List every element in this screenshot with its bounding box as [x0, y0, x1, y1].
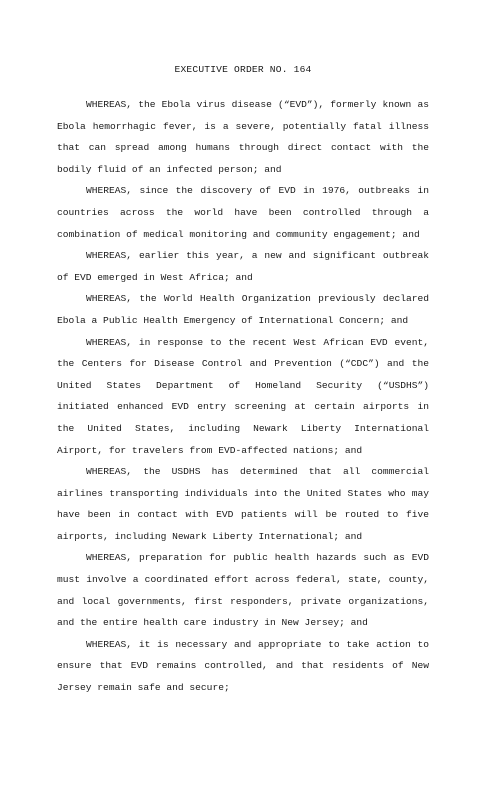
whereas-paragraph-4: WHEREAS, the World Health Organization previously declared Ebola a Public Health Emergency of International Concern; and: [57, 293, 429, 326]
whereas-paragraph-2: WHEREAS, since the discovery of EVD in 1976, outbreaks in countries across the world have been controlled through a combination of medical monitoring and community engagement; and: [57, 185, 429, 240]
whereas-paragraph-3: WHEREAS, earlier this year, a new and significant outbreak of EVD emerged in West Africa; and: [57, 250, 429, 283]
whereas-paragraph-1: WHEREAS, the Ebola virus disease (“EVD”), formerly known as Ebola hemorrhagic fever, is a severe, potentially fatal illness that can spread among humans through direct contact with the bodily fluid of an infected person; and: [57, 99, 429, 175]
document-title: EXECUTIVE ORDER NO. 164: [174, 64, 312, 75]
whereas-paragraph-6: WHEREAS, the USDHS has determined that all commercial airlines transporting individuals into the United States who may have been in contact with EVD patients will be routed to five airports, including Newark Liberty International; and: [57, 466, 429, 542]
whereas-paragraph-8: WHEREAS, it is necessary and appropriate to take action to ensure that EVD remains controlled, and that residents of New Jersey remain safe and secure;: [57, 638, 429, 694]
document-body: [57, 94, 429, 699]
whereas-paragraph-5: WHEREAS, in response to the recent West African EVD event, the Centers for Disease Control and Prevention (“CDC”) and the United States Department of Homeland Security (“USDHS”) initiated enhanced EVD entry screening at certain airports in the United States, including Newark Liberty International Airport, for travelers from EVD-affected nations; and: [57, 336, 429, 456]
whereas-paragraph-7: WHEREAS, preparation for public health hazards such as EVD must involve a coordinated effort across federal, state, county, and local governments, first responders, private organizations, and the entire health care industry in New Jersey; and: [57, 552, 429, 629]
